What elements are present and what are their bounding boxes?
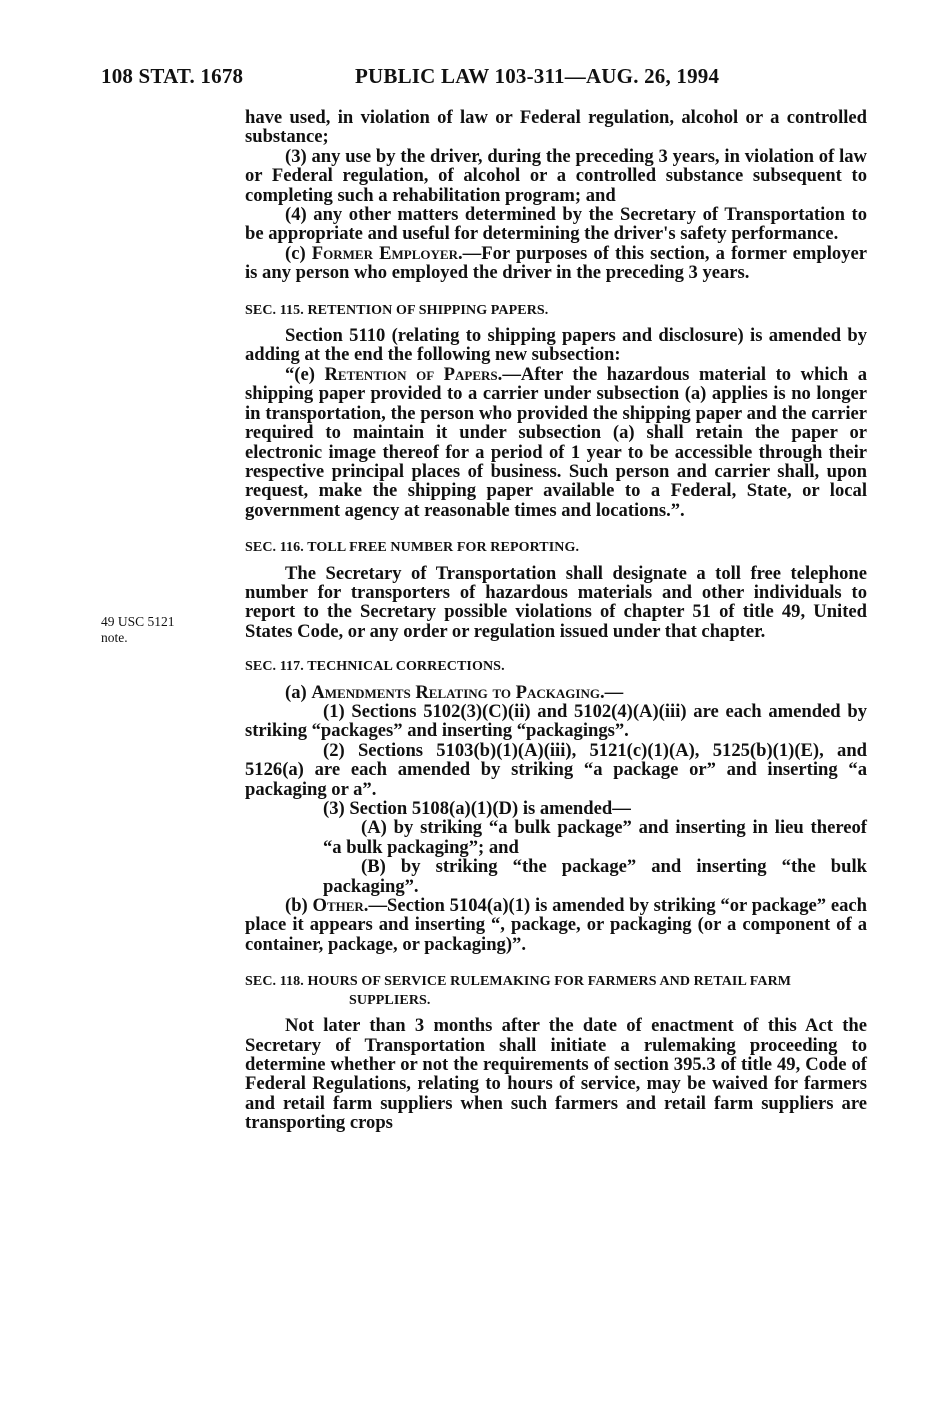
section-117-a-3-B: (B) by striking “the package” and inserting “the bulk packaging”.	[323, 856, 867, 897]
page-body	[245, 108, 867, 1133]
subsection-c	[245, 244, 867, 283]
section-117-heading: SEC. 117. TECHNICAL CORRECTIONS.	[245, 659, 505, 675]
page-header	[101, 64, 867, 92]
subsection-c-label: (c)	[285, 242, 312, 264]
paragraph-4: (4) any other matters determined by the Secretary of Transportation to be appropriate and useful for determining the driver's safety performance.	[245, 204, 867, 245]
subsection-b-text: —Section 5104(a)(1) is amended by striking “or package” each place it appears and inserting “, package, or packaging (or a component of a container, package, or packaging)”.	[245, 895, 867, 955]
section-117-a-3: (3) Section 5108(a)(1)(D) is amended—	[323, 798, 631, 819]
subsection-a-label: (a)	[285, 681, 312, 703]
section-118-paragraph: Not later than 3 months after the date of enactment of this Act the Secretary of Transportation shall initiate a rulemaking proceeding to determine whether or not the requirements of section 395.3 of title 49, Code of Federal Regulations, relating to hours of service, may be waived for farmers and retail farm suppliers when such farmers and retail farm suppliers are transporting crops	[245, 1015, 867, 1134]
section-115-subsection-e	[245, 365, 867, 520]
section-116-heading: SEC. 116. TOLL FREE NUMBER FOR REPORTING.	[245, 540, 580, 556]
section-115-heading: SEC. 115. RETENTION OF SHIPPING PAPERS.	[245, 302, 549, 318]
public-law-title: PUBLIC LAW 103-311—AUG. 26, 1994	[355, 64, 720, 88]
subsection-c-heading: Former Employer.	[311, 242, 463, 264]
subsection-b-label: (b)	[285, 895, 313, 917]
section-116-paragraph: The Secretary of Transportation shall designate a toll free telephone number for transporters of hazardous materials and other individuals to report to the Secretary possible violations of chapter 51 of title 49, United States Code, or any order or regulation issued under that chapter.	[245, 562, 867, 642]
margin-citation-note	[101, 614, 221, 646]
subsection-e-label: “(e)	[285, 363, 325, 385]
margin-note-line2: note.	[101, 630, 128, 645]
section-117-a-2: (2) Sections 5103(b)(1)(A)(iii), 5121(c)(1)(A), 5125(b)(1)(E), and 5126(a) are each amended by striking “a package or” and inserting “a packaging or a”.	[245, 739, 867, 800]
statute-page-number: 108 STAT. 1678	[101, 64, 244, 88]
paragraph-intro: have used, in violation of law or Federal regulation, alcohol or a controlled substance;	[245, 107, 867, 148]
subsection-c-text: —For purposes of this section, a former employer is any person who employed the driver in the preceding 3 years.	[245, 242, 868, 284]
section-118-heading: SEC. 118. HOURS OF SERVICE RULEMAKING FOR FARMERS AND RETAIL FARM SUPPLIERS.	[245, 974, 792, 1009]
section-115-paragraph: Section 5110 (relating to shipping papers and disclosure) is amended by adding at the end the following new subsection:	[245, 325, 867, 366]
section-117-a-3-A: (A) by striking “a bulk package” and inserting in lieu thereof “a bulk packaging”; and	[323, 817, 867, 858]
section-117-subsection-a	[245, 683, 867, 702]
margin-note-line1: 49 USC 5121	[101, 614, 175, 629]
section-117-subsection-b	[245, 896, 867, 954]
section-117-a-1: (1) Sections 5102(3)(C)(ii) and 5102(4)(A)(iii) are each amended by striking “packages” and inserting “packagings”.	[245, 700, 867, 742]
subsection-a-heading: Amendments Relating to Packaging.	[311, 681, 605, 703]
paragraph-3: (3) any use by the driver, during the preceding 3 years, in violation of law or Federal regulation, of alcohol or a controlled substance subsequent to completing such a rehabilitation program; and	[245, 145, 867, 206]
subsection-e-text: —After the hazardous material to which a shipping paper provided to a carrier under subsection (a) applies is no longer in transportation, the person who provided the shipping paper and the carrier required to maintain it under subsection (a) shall retain the paper or electronic image thereof for a period of 1 year to be accessible through their respective principal places of business. Such person and carrier shall, upon request, make the shipping paper available to a Federal, State, or local government agency at reasonable times and locations.”.	[245, 363, 867, 521]
subsection-b-heading: Other.	[312, 895, 369, 917]
subsection-e-heading: Retention of Papers.	[324, 363, 503, 385]
subsection-a-dash: —	[604, 681, 624, 703]
